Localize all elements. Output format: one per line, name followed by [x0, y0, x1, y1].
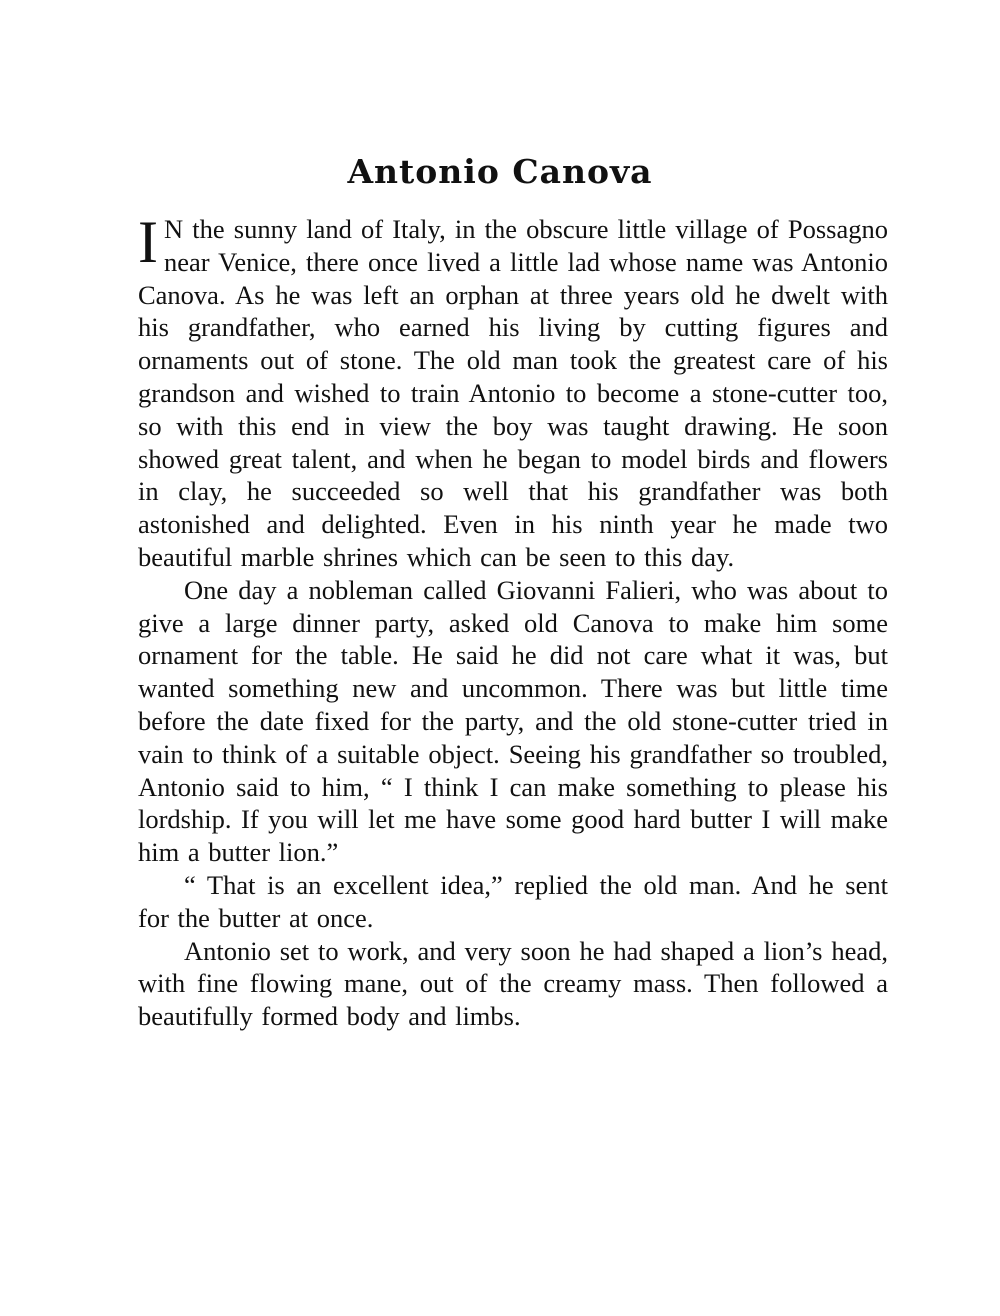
drop-cap: I [138, 209, 158, 275]
paragraph-3: “ That is an excellent idea,” replied the old man. And he sent for the butter at once. [138, 869, 888, 933]
paragraph-1-text: N the sunny land of Italy, in the obscure little village of Possagno near Venice, there once lived a little lad whose name was Antonio Canova. As he was left an orphan at three years old he dwelt with his grandfather, who earned his living by cutting figures and ornaments out of stone. The old man took the greatest care of his grandson and wished to train Antonio to become a stone-cutter too, so with this end in view the boy was taught drawing. He soon showed great talent, and when he began to model birds and flowers in clay, he succeeded so well that his grandfather was both astonished and delighted. Even in his ninth year he made two beautiful marble shrines which can be seen to this day. [138, 214, 888, 572]
page-title: Antonio Canova [347, 152, 653, 191]
body-text [138, 209, 888, 1033]
paragraph-1 [138, 209, 888, 574]
paragraph-2: One day a nobleman called Giovanni Falieri, who was about to give a large dinner party, asked old Canova to make him some ornament for the table. He said he did not care what it was, but wanted something new and uncommon. There was but little time before the date fixed for the party, and the old stone-cutter tried in vain to think of a suitable object. Seeing his grandfather so troubled, Antonio said to him, “ I think I can make something to please his lordship. If you will let me have some good hard butter I will make him a butter lion.” [138, 574, 888, 868]
paragraph-4: Antonio set to work, and very soon he had shaped a lion’s head, with fine flowing mane, out of the creamy mass. Then followed a beautifully formed body and limbs. [138, 935, 888, 1032]
